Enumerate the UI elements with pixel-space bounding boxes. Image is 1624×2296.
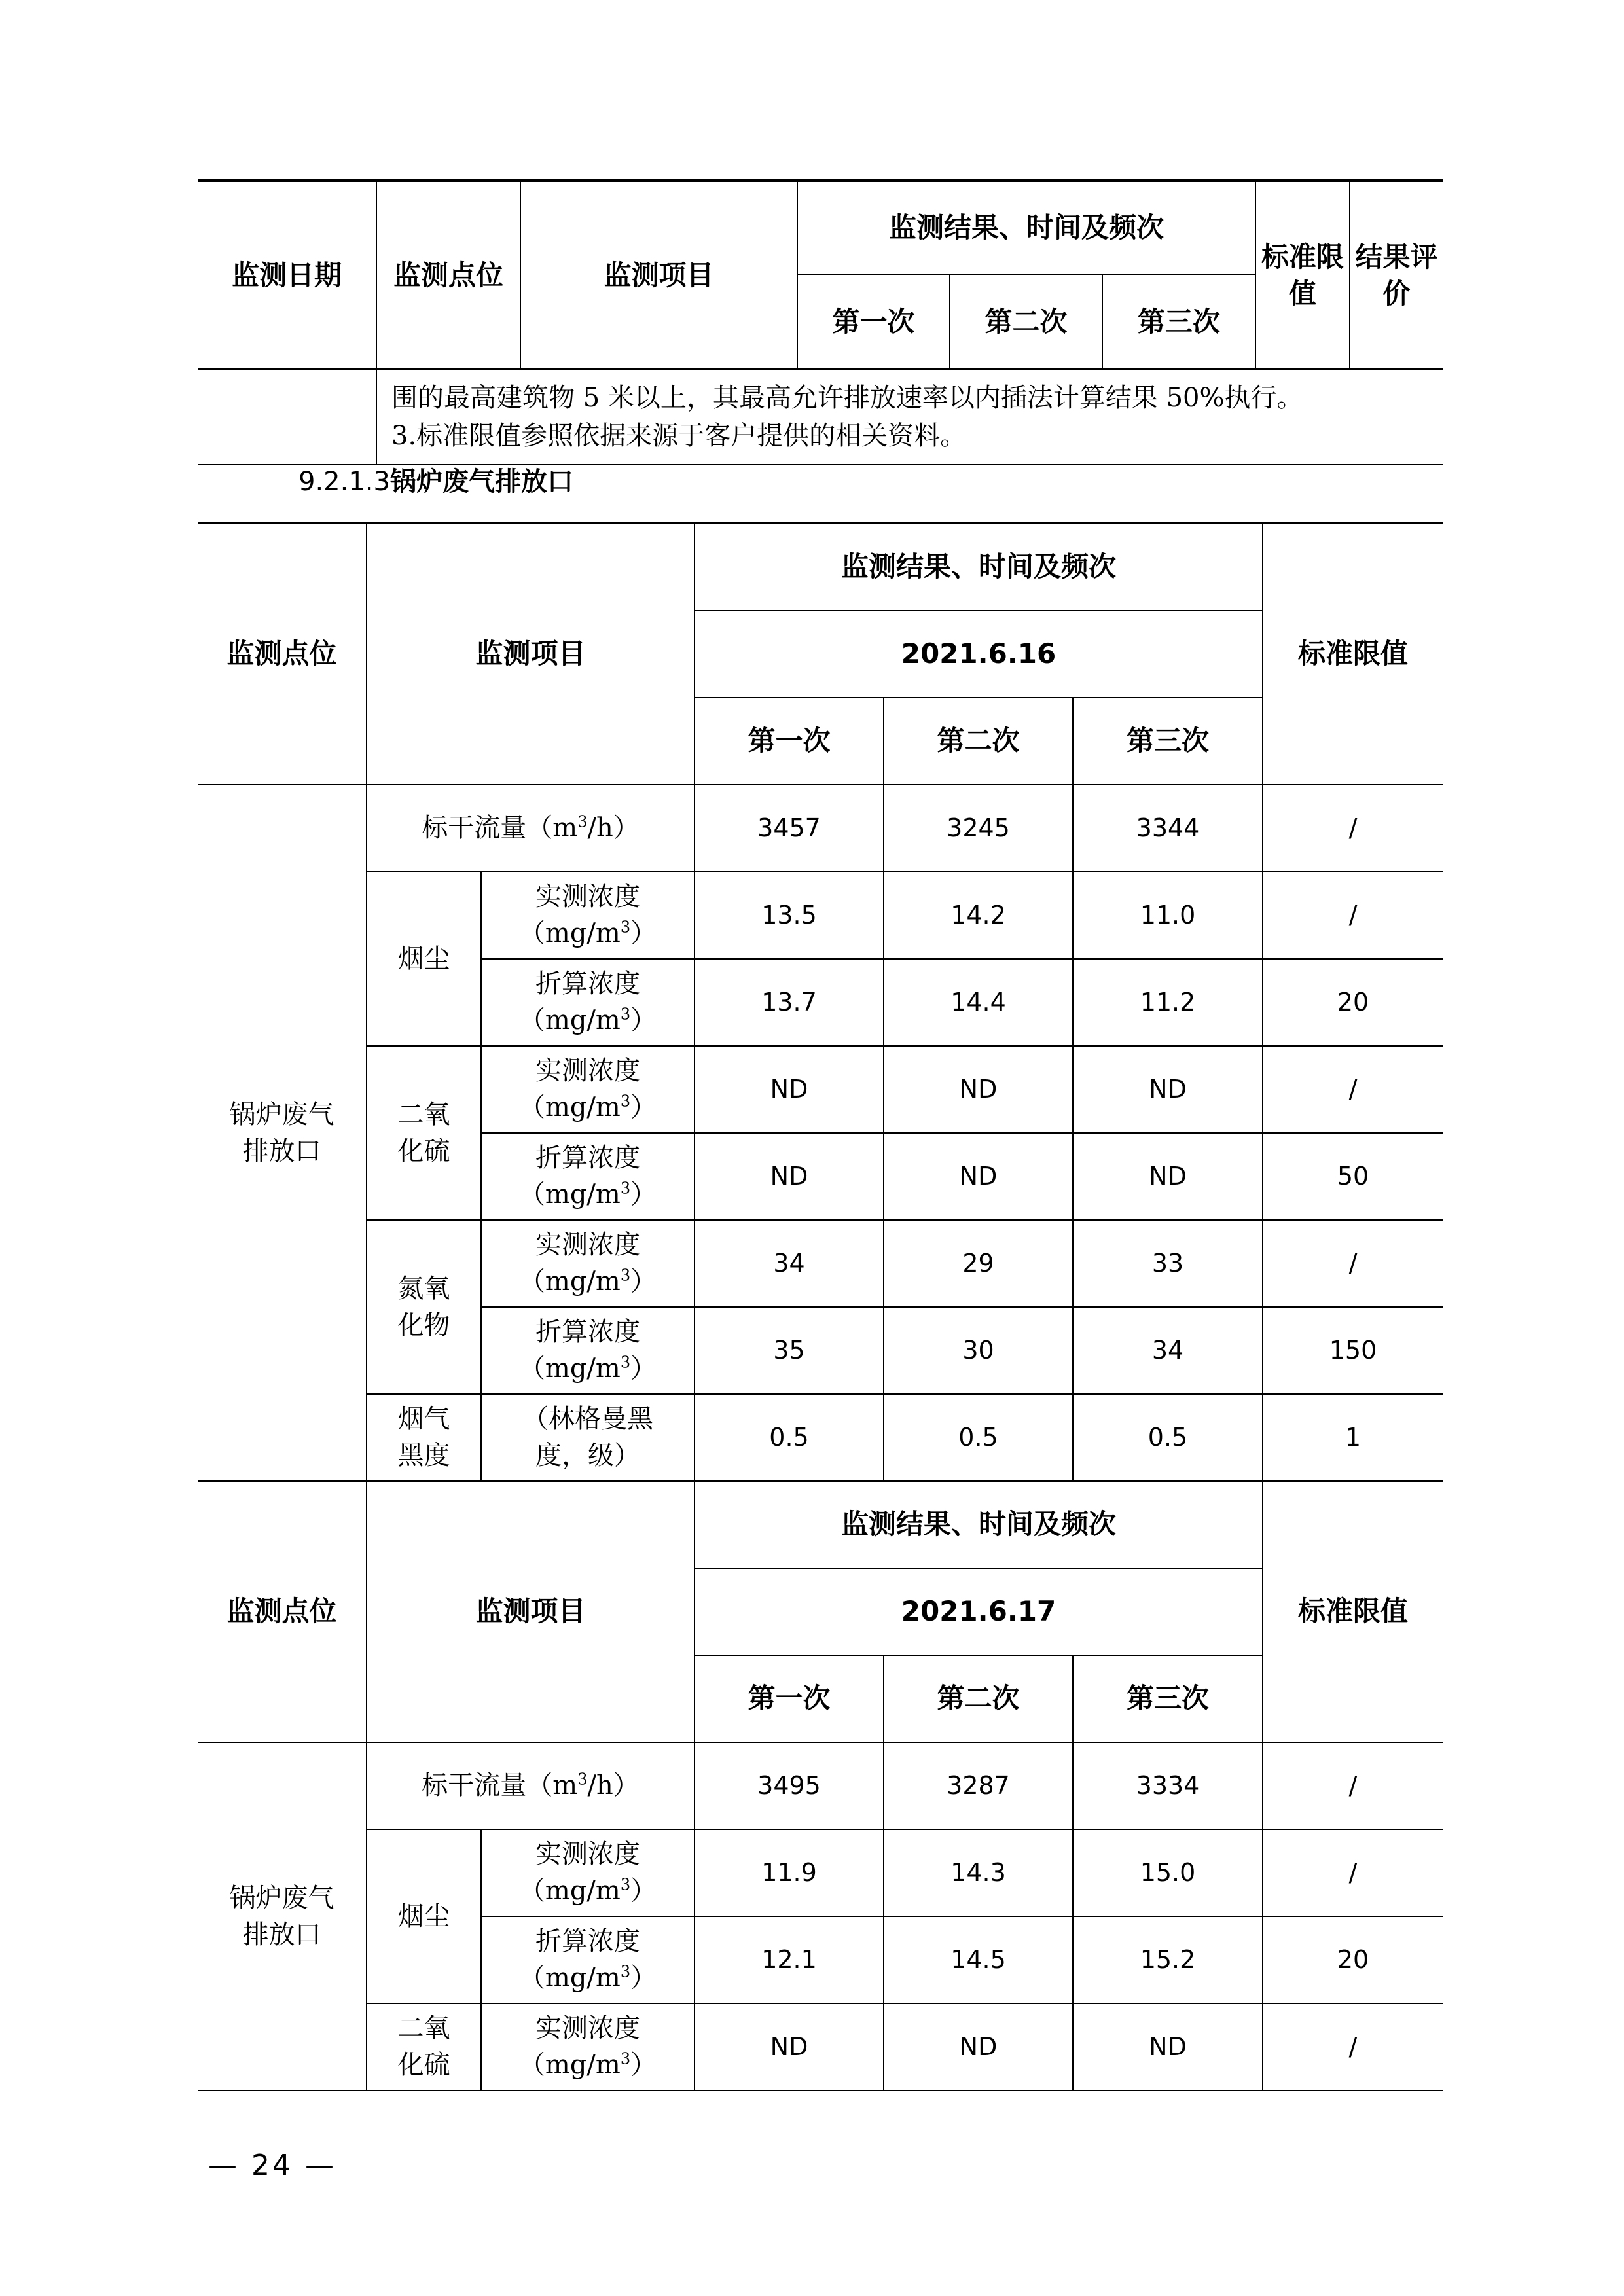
- value-cell: 34: [695, 1220, 884, 1307]
- flow-label: 标干流量$(m^3/h)$: [367, 1742, 695, 1829]
- value-cell: ND: [884, 1046, 1073, 1133]
- value-cell: 3245: [884, 785, 1073, 872]
- measure-label: 实测浓度 $(mg/m^3)$: [481, 1829, 695, 1916]
- value-cell: 0.5: [1073, 1394, 1263, 1481]
- pollutant-label: 烟尘: [367, 872, 481, 1046]
- header-date-day1: 2021.6.16: [695, 611, 1263, 698]
- measure-label: 实测浓度 $(mg/m^3)$: [481, 1220, 695, 1307]
- table-row: [198, 1220, 1443, 1307]
- value-cell: 3495: [695, 1742, 884, 1829]
- limit-cell: 1: [1263, 1394, 1443, 1481]
- value-cell: 13.5: [695, 872, 884, 959]
- measure-label: （林格曼黑 度，级）: [481, 1394, 695, 1481]
- header-second: 第二次: [950, 274, 1102, 369]
- value-cell: ND: [884, 1133, 1073, 1220]
- value-cell: 3334: [1073, 1742, 1263, 1829]
- limit-cell: /: [1263, 1829, 1443, 1916]
- value-cell: ND: [695, 1046, 884, 1133]
- pollutant-label: 烟尘: [367, 1829, 481, 2003]
- header-item: 监测项目: [367, 524, 695, 785]
- header-limit: 标准限值: [1263, 524, 1443, 785]
- table-row: [198, 1394, 1443, 1481]
- section-heading: 锅炉废气排放口: [389, 467, 573, 497]
- measure-label: 折算浓度 $(mg/m^3)$: [481, 1307, 695, 1394]
- value-cell: ND: [1073, 1133, 1263, 1220]
- value-cell: 3287: [884, 1742, 1073, 1829]
- value-cell: 14.3: [884, 1829, 1073, 1916]
- table-row: [198, 1742, 1443, 1829]
- measure-label: 折算浓度 $(mg/m^3)$: [481, 959, 695, 1046]
- value-cell: 3457: [695, 785, 884, 872]
- table-row: [198, 1046, 1443, 1133]
- header-point: 监测点位: [198, 524, 367, 785]
- value-cell: 14.2: [884, 872, 1073, 959]
- header-first: 第一次: [797, 274, 950, 369]
- header-point: 监测点位: [376, 181, 520, 369]
- limit-cell: 150: [1263, 1307, 1443, 1394]
- value-cell: 34: [1073, 1307, 1263, 1394]
- value-cell: 3344: [1073, 785, 1263, 872]
- section-number: 9.2.1.3: [298, 467, 390, 497]
- limit-cell: /: [1263, 785, 1443, 872]
- header-point: 监测点位: [198, 1481, 367, 1742]
- header-result-group: 监测结果、时间及频次: [695, 1481, 1263, 1568]
- header-third: 第三次: [1073, 698, 1263, 785]
- limit-cell: /: [1263, 872, 1443, 959]
- header-limit: 标准限值: [1263, 1481, 1443, 1742]
- header-result-group: 监测结果、时间及频次: [695, 524, 1263, 611]
- header-first: 第一次: [695, 1655, 884, 1742]
- table-notes: [376, 369, 1443, 465]
- limit-cell: /: [1263, 1220, 1443, 1307]
- value-cell: ND: [1073, 2003, 1263, 2090]
- header-third: 第三次: [1102, 274, 1255, 369]
- value-cell: ND: [695, 1133, 884, 1220]
- measure-label: 折算浓度 $(mg/m^3)$: [481, 1916, 695, 2003]
- section-title: [298, 463, 573, 500]
- header-second: 第二次: [884, 698, 1073, 785]
- limit-cell: 20: [1263, 1916, 1443, 2003]
- value-cell: 35: [695, 1307, 884, 1394]
- continued-table: [198, 179, 1443, 465]
- location-cell: 锅炉废气 排放口: [198, 785, 367, 1481]
- value-cell: 12.1: [695, 1916, 884, 2003]
- pollutant-label: 烟气 黑度: [367, 1394, 481, 1481]
- measure-label: 实测浓度 $(mg/m^3)$: [481, 872, 695, 959]
- pollutant-label: 二氧 化硫: [367, 1046, 481, 1220]
- limit-cell: /: [1263, 1046, 1443, 1133]
- value-cell: 11.2: [1073, 959, 1263, 1046]
- value-cell: 13.7: [695, 959, 884, 1046]
- header-first: 第一次: [695, 698, 884, 785]
- table-row: [198, 1829, 1443, 1916]
- limit-cell: /: [1263, 1742, 1443, 1829]
- value-cell: ND: [695, 2003, 884, 2090]
- header-third: 第三次: [1073, 1655, 1263, 1742]
- note-line-2: 3.标准限值参照依据来源于客户提供的相关资料。: [391, 421, 967, 451]
- boiler-exhaust-table: [198, 522, 1443, 2091]
- header-second: 第二次: [884, 1655, 1073, 1742]
- value-cell: 29: [884, 1220, 1073, 1307]
- header-result-group: 监测结果、时间及频次: [797, 181, 1255, 274]
- value-cell: 11.9: [695, 1829, 884, 1916]
- header-date-day2: 2021.6.17: [695, 1568, 1263, 1655]
- pollutant-label: 氮氧 化物: [367, 1220, 481, 1394]
- measure-label: 实测浓度 $(mg/m^3)$: [481, 2003, 695, 2090]
- value-cell: 15.0: [1073, 1829, 1263, 1916]
- value-cell: 33: [1073, 1220, 1263, 1307]
- note-spacer: [198, 369, 376, 465]
- value-cell: 11.0: [1073, 872, 1263, 959]
- flow-label: 标干流量$(m^3/h)$: [367, 785, 695, 872]
- header-item: 监测项目: [520, 181, 797, 369]
- value-cell: ND: [884, 2003, 1073, 2090]
- measure-label: 实测浓度 $(mg/m^3)$: [481, 1046, 695, 1133]
- pollutant-label: 二氧 化硫: [367, 2003, 481, 2090]
- value-cell: 14.5: [884, 1916, 1073, 2003]
- measure-label: 折算浓度 $(mg/m^3)$: [481, 1133, 695, 1220]
- table-row: [198, 785, 1443, 872]
- value-cell: 30: [884, 1307, 1073, 1394]
- value-cell: 0.5: [884, 1394, 1073, 1481]
- value-cell: ND: [1073, 1046, 1263, 1133]
- header-evaluation: 结果评价: [1350, 181, 1443, 369]
- header-limit: 标准限值: [1255, 181, 1350, 369]
- limit-cell: 50: [1263, 1133, 1443, 1220]
- table-row: [198, 872, 1443, 959]
- table-row: [198, 2003, 1443, 2090]
- location-cell: 锅炉废气 排放口: [198, 1742, 367, 2090]
- limit-cell: /: [1263, 2003, 1443, 2090]
- note-line-1: 围的最高建筑物 5 米以上，其最高允许排放速率以内插法计算结果 50%执行。: [391, 383, 1303, 413]
- header-item: 监测项目: [367, 1481, 695, 1742]
- value-cell: 15.2: [1073, 1916, 1263, 2003]
- value-cell: 0.5: [695, 1394, 884, 1481]
- page-number: — 24 —: [208, 2149, 336, 2182]
- limit-cell: 20: [1263, 959, 1443, 1046]
- value-cell: 14.4: [884, 959, 1073, 1046]
- header-date: 监测日期: [198, 181, 376, 369]
